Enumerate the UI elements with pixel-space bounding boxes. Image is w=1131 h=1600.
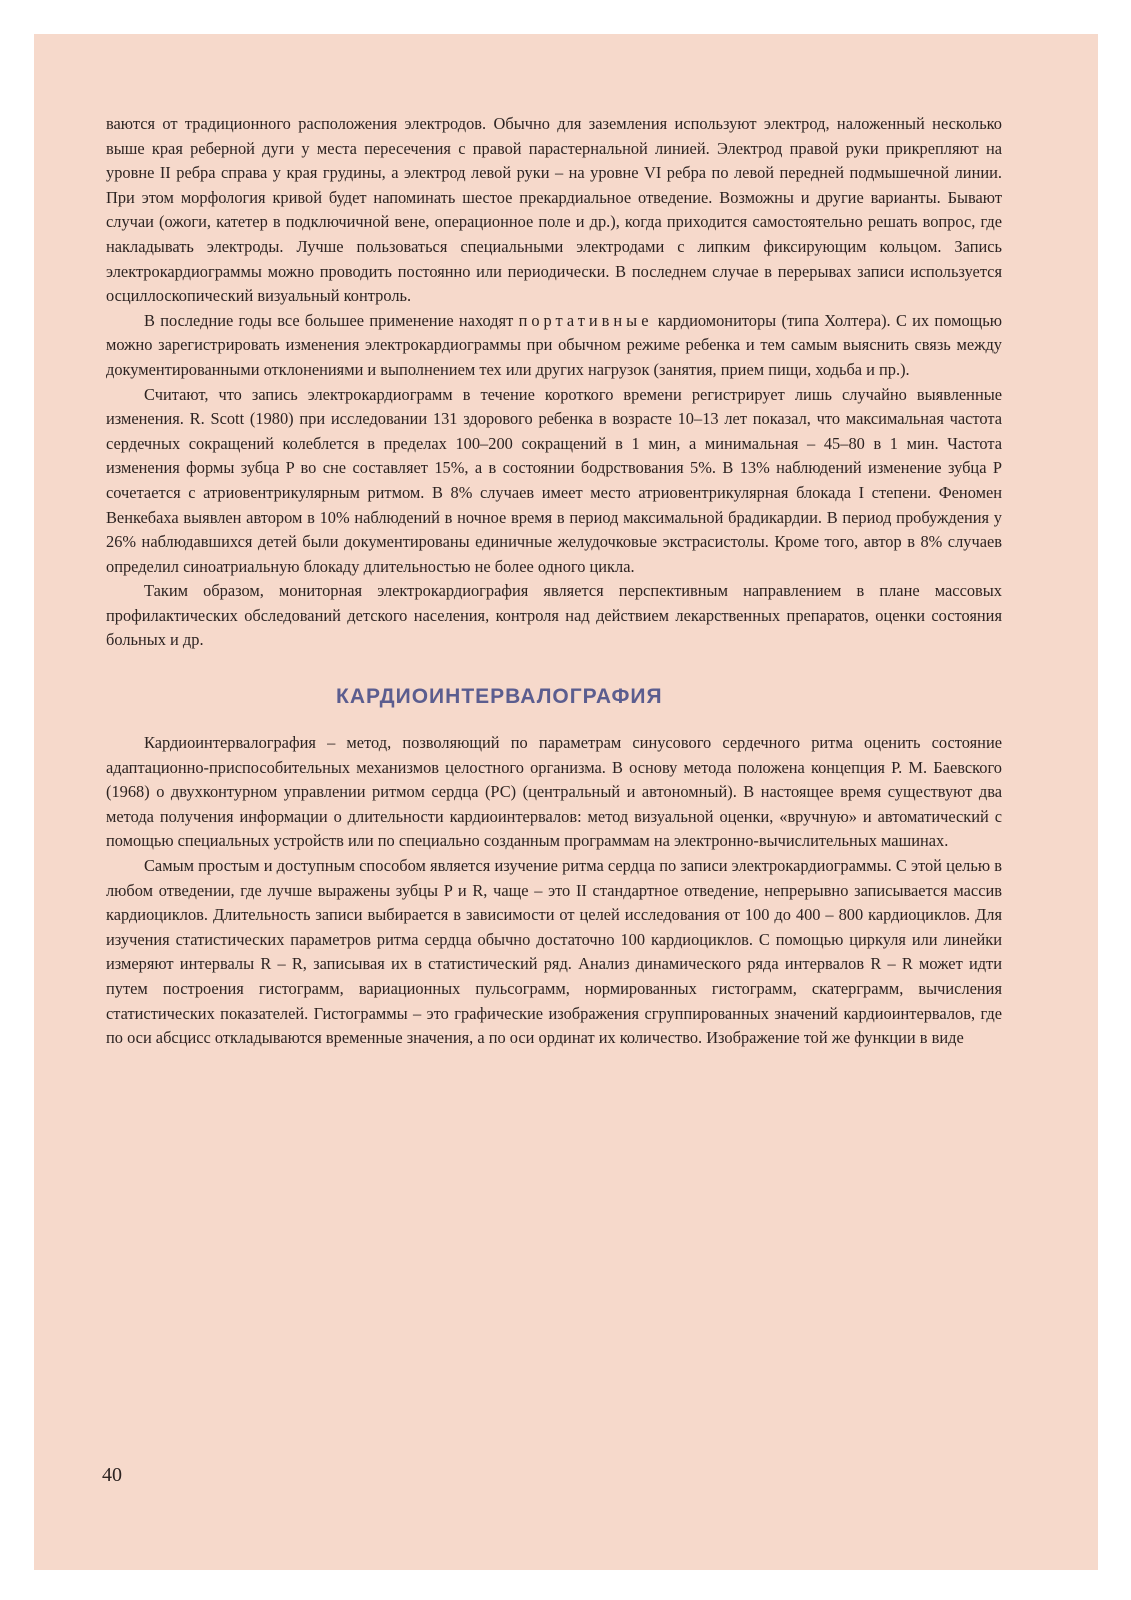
paragraph-cardiointervalography-definition: Кардиоинтервалография – метод, позволяющий по параметрам синусового сердечного ритма оценить состояние адаптационно-приспособительных механизмов целостного организма. В основу метода положена концепция Р. М. Баевского (1968) о двухконтурном управлении ритмом сердца (РС) (центральный и автономный). В настоящее время существуют два метода получения информации о длительности кардиоинтервалов: метод визуальной оценки, «вручную» и автоматический с помощью специальных устройств или по специально созданным программам на электронно-вычислительных машинах. (106, 733, 1002, 851)
section-heading: КАРДИОИНТЕРВАЛОГРАФИЯ (336, 685, 663, 709)
paragraph-portable-monitors-end: кардиомониторы (типа Холтера). С их помощью можно зарегистрировать изменения электрокардиограммы при обычном режиме ребенка и тем самым выяснить связь между документированными отклонениями и выполнением тех или других нагрузок (занятия, прием пищи, ходьба и пр.). (106, 310, 1002, 379)
page-body (106, 112, 1002, 1051)
spaced-emphasis-term: портативные (518, 310, 653, 330)
paragraph-scott-study: Считают, что запись электрокардиограмм в течение короткого времени регистрирует лишь случайно выявленные изменения. R. Scott (1980) при исследовании 131 здорового ребенка в возрасте 10–13 лет показал, что максимальная частота сердечных сокращений колеблется в пределах 100–200 сокращений в 1 мин, а минимальная – 45–80 в 1 мин. Частота изменения формы зубца P во сне составляет 15%, а в состоянии бодрствования 5%. В 13% наблюдений изменение зубца P сочетается с атриовентрикулярным ритмом. В 8% случаев имеет место атриовентрикулярная блокада I степени. Феномен Венкебаха выявлен автором в 10% наблюдений в ночное время в период максимальной брадикардии. В период пробуждения у 26% наблюдавшихся детей были документированы единичные желудочковые экстрасистолы. Кроме того, автор в 8% случаев определил синоатриальную блокаду длительностью не более одного цикла. (106, 384, 1002, 576)
paragraph-rhythm-study-method: Самым простым и доступным способом является изучение ритма сердца по записи электрокардиограммы. С этой целью в любом отведении, где лучше выражены зубцы P и R, чаще – это II стандартное отведение, непрерывно записывается массив кардиоциклов. Длительность записи выбирается в зависимости от целей исследования от 100 до 400 – 800 кардиоциклов. Для изучения статистических параметров ритма сердца обычно достаточно 100 кардиоциклов. С помощью циркуля или линейки измеряют интервалы R – R, записывая их в статистический ряд. Анализ динамического ряда интервалов R – R может идти путем построения гистограмм, вариационных пульсограмм, нормированных гистограмм, скатерграмм, вычисления статистических показателей. Гистограммы – это графические изображения сгруппированных значений кардиоинтервалов, где по оси абсцисс откладываются временные значения, а по оси ординат их количество. Изображение той же функции в виде (106, 856, 1002, 1048)
paragraph-portable-monitors-start: В последние годы все большее применение находят (144, 310, 519, 330)
page-number: 40 (102, 1464, 122, 1486)
paragraph-monitoring-conclusion: Таким образом, мониторная электрокардиография является перспективным направлением в плане массовых профилактических обследований детского населения, контроля над действием лекарственных препаратов, оценки состояния больных и др. (106, 581, 1002, 650)
paragraph-portable-monitors (106, 309, 1002, 383)
paragraph-electrode-placement: ваются от традиционного расположения электродов. Обычно для заземления используют электрод, наложенный несколько выше края реберной дуги у места пересечения с правой парастернальной линией. Электрод правой руки прикрепляют на уровне II ребра справа у края грудины, а электрод левой руки – на уровне VI ребра по левой передней подмышечной линии. При этом морфология кривой будет напоминать шестое прекардиальное отведение. Возможны и другие варианты. Бывают случаи (ожоги, катетер в подключичной вене, операционное поле и др.), когда приходится самостоятельно решать вопрос, где накладывать электроды. Лучше пользоваться специальными электродами с липким фиксирующим кольцом. Запись электрокардиограммы можно проводить постоянно или периодически. В последнем случае в перерывах записи используется осциллоскопический визуальный контроль. (106, 114, 1002, 306)
